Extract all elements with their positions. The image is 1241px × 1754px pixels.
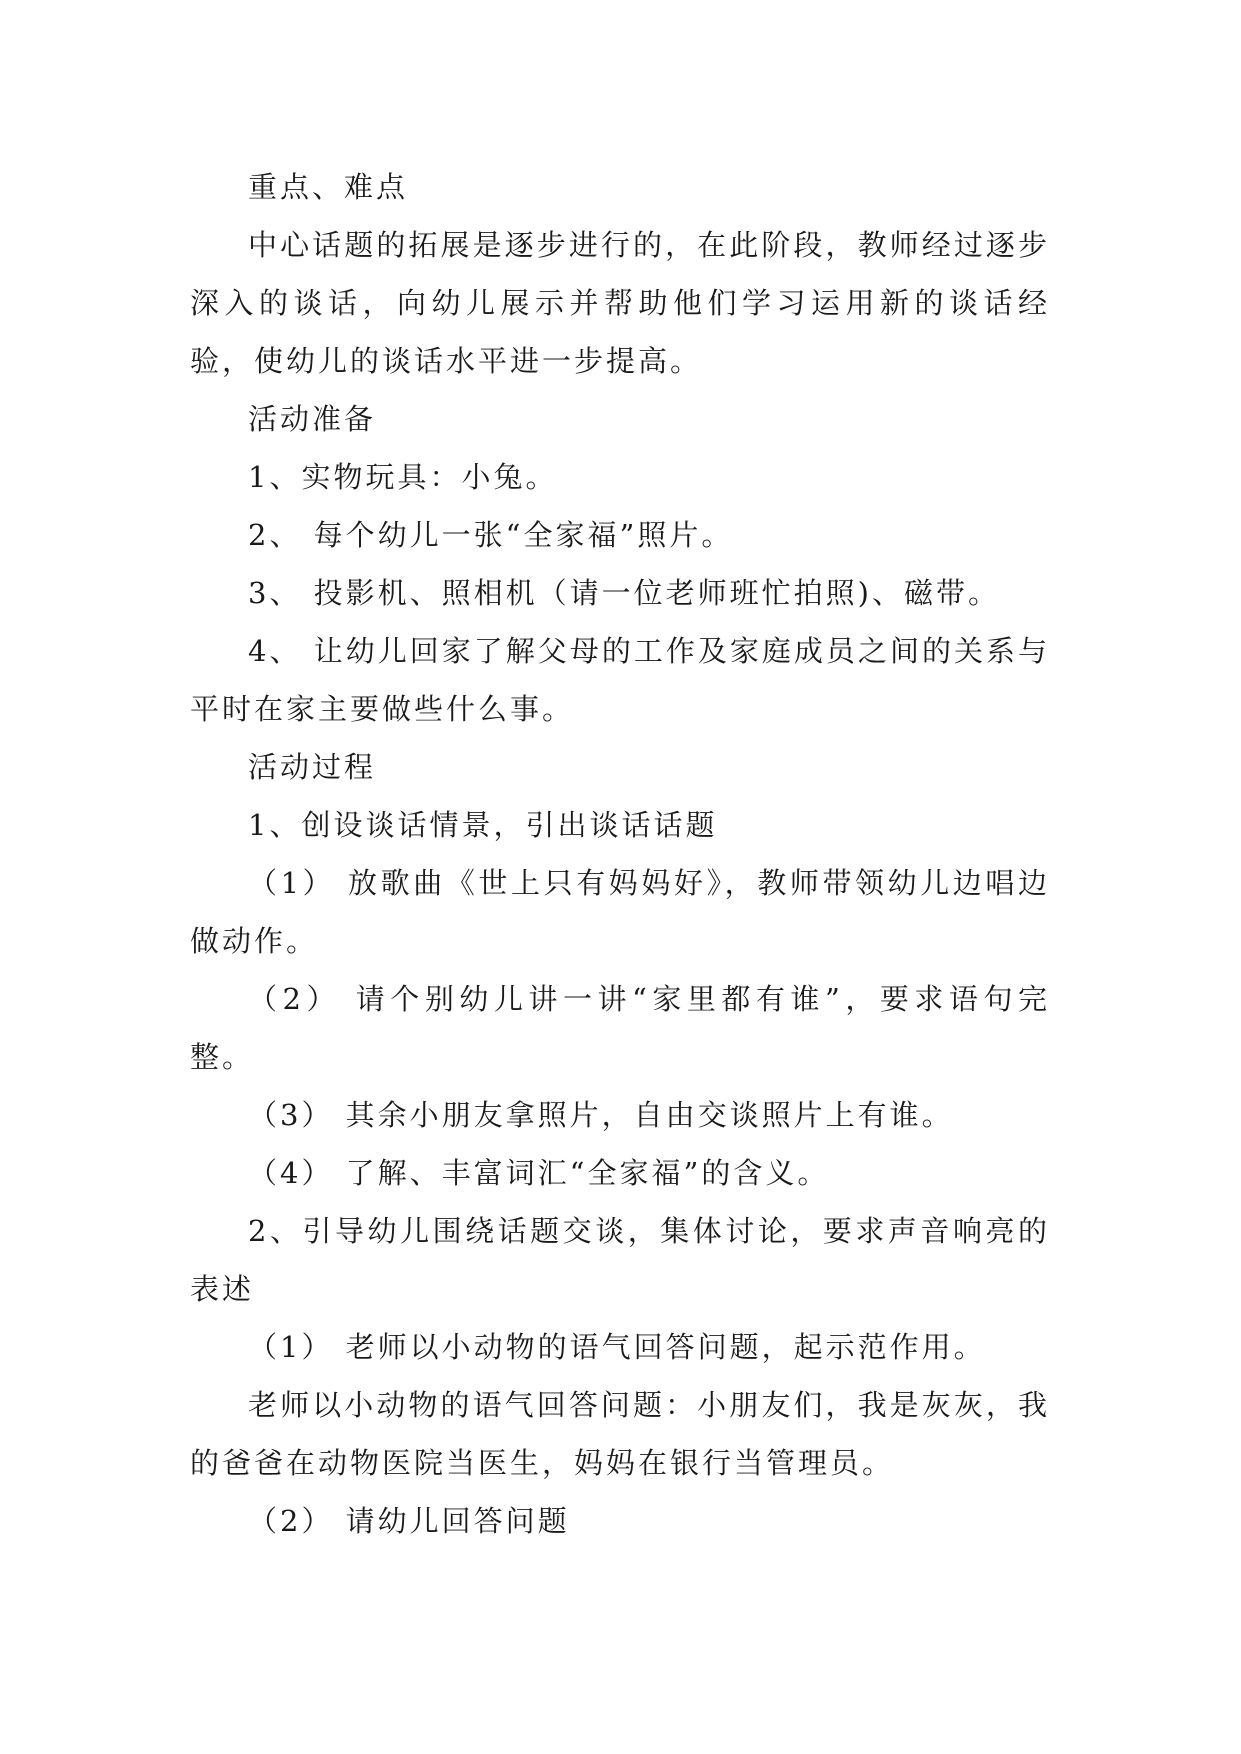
process-step-1-sub-4: （4） 了解、丰富词汇“全家福”的含义。 <box>248 1156 830 1190</box>
process-step-2-example: 老师以小动物的语气回答问题：小朋友们，我是灰灰，我的爸爸在动物医院当医生，妈妈在银行当管理员。 <box>190 1388 1050 1480</box>
process-step-2-sub-2: （2） 请幼儿回答问题 <box>248 1504 570 1538</box>
preparation-item-1: 1、实物玩具：小兔。 <box>248 460 558 494</box>
section-heading-key-points: 重点、难点 <box>248 170 409 204</box>
process-step-2-sub-1: （1） 老师以小动物的语气回答问题，起示范作用。 <box>248 1330 986 1364</box>
process-step-2: 2、引导幼儿围绕话题交谈，集体讨论，要求声音响亮的表述 <box>190 1214 1050 1306</box>
preparation-item-3: 3、 投影机、照相机（请一位老师班忙拍照)、磁带。 <box>248 576 1000 610</box>
preparation-item-4: 4、 让幼儿回家了解父母的工作及家庭成员之间的关系与平时在家主要做些什么事。 <box>190 634 1050 726</box>
paragraph-key-points-description: 中心话题的拓展是逐步进行的，在此阶段，教师经过逐步深入的谈话，向幼儿展示并帮助他们学习运用新的谈话经验，使幼儿的谈话水平进一步提高。 <box>190 228 1050 378</box>
section-heading-preparation: 活动准备 <box>248 402 377 436</box>
preparation-item-2: 2、 每个幼儿一张“全家福”照片。 <box>248 518 734 552</box>
process-step-1-sub-3: （3） 其余小朋友拿照片，自由交谈照片上有谁。 <box>248 1098 954 1132</box>
process-step-1: 1、创设谈话情景，引出谈话话题 <box>248 808 718 842</box>
process-step-1-sub-2: （2） 请个别幼儿讲一讲“家里都有谁”，要求语句完整。 <box>190 982 1050 1074</box>
section-heading-process: 活动过程 <box>248 750 377 784</box>
process-step-1-sub-1: （1） 放歌曲《世上只有妈妈好》，教师带领幼儿边唱边做动作。 <box>190 866 1050 958</box>
document-body <box>190 158 1050 1550</box>
